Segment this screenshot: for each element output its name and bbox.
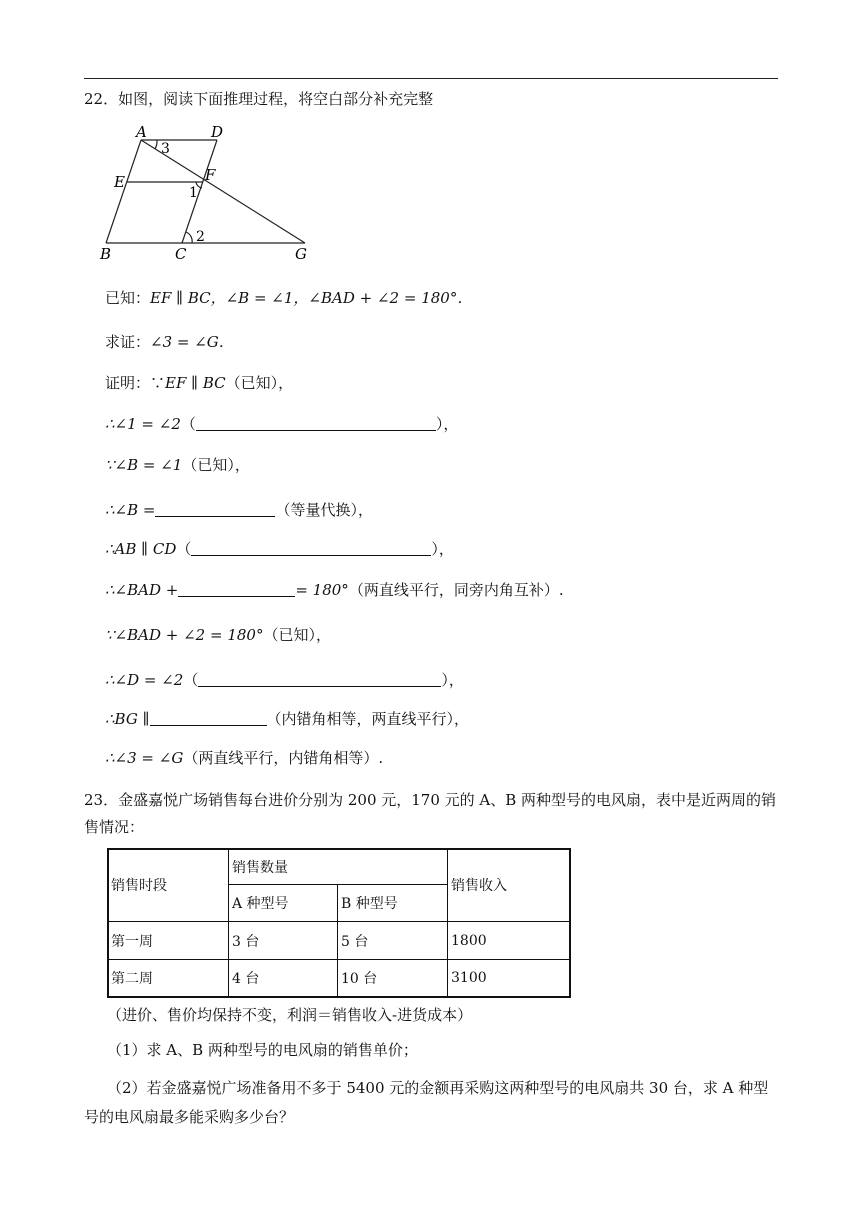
- q23-part-1: （1）求 A、B 两种型号的电风扇的销售单价；: [107, 1041, 418, 1059]
- step-7-math: ∴∠D = ∠2: [105, 671, 184, 689]
- step-9-math: ∴∠3 = ∠G: [105, 749, 184, 767]
- geometry-figure: [95, 120, 325, 265]
- step-1-math: ∴∠1 = ∠2: [105, 415, 181, 433]
- label-d: D: [211, 123, 224, 141]
- step-6: [105, 625, 331, 645]
- blank-5[interactable]: [198, 672, 441, 687]
- q22-title: 22．如图，阅读下面推理过程，将空白部分补充完整: [84, 90, 434, 108]
- label-angle-2: 2: [196, 229, 205, 245]
- step-2: [105, 455, 250, 475]
- angle-2-arc: [186, 232, 192, 243]
- cell-b: 10 台: [338, 960, 448, 997]
- step-1: [105, 414, 458, 434]
- q23-part-2-line-1: （2）若金盛嘉悦广场准备用不多于 5400 元的金额再采购这两种型号的电风扇共 30 台，求 A 种型: [107, 1079, 769, 1097]
- cell-period: 第一周: [108, 922, 229, 960]
- step-7-paren-open: （: [183, 671, 199, 689]
- header-type-b: B 种型号: [338, 885, 448, 922]
- prove-line: [105, 332, 234, 352]
- step-4-math: ∴AB ∥ CD: [105, 540, 177, 558]
- label-e: E: [114, 173, 125, 191]
- prove-math: ∠3 = ∠G．: [150, 333, 234, 351]
- table-row: [108, 922, 571, 960]
- step-1-paren-close: ），: [435, 415, 459, 433]
- given-line: [105, 288, 472, 308]
- step-4: [105, 539, 454, 559]
- label-angle-1: 1: [189, 185, 198, 201]
- step-1-paren-open: （: [180, 415, 196, 433]
- step-3-reason: （等量代换），: [275, 501, 373, 519]
- step-4-paren-open: （: [176, 540, 192, 558]
- step-5-math-b: = 180°: [295, 581, 349, 599]
- step-6-math: ∵∠BAD + ∠2 = 180°: [105, 626, 264, 644]
- header-period: 销售时段: [108, 849, 229, 922]
- angle-3-arc: [155, 140, 157, 149]
- q23-line-2: 售情况：: [84, 818, 145, 836]
- step-2-math: ∵∠B = ∠1: [105, 456, 183, 474]
- step-6-reason: （已知），: [263, 626, 331, 644]
- blank-1[interactable]: [196, 416, 436, 431]
- prove-label: 求证：: [105, 333, 151, 351]
- step-3-math: ∴∠B =: [105, 501, 156, 519]
- label-a: A: [136, 123, 147, 141]
- cell-a: 4 台: [229, 960, 338, 997]
- given-math: EF ∥ BC，∠B = ∠1，∠BAD + ∠2 = 180°．: [150, 289, 473, 307]
- step-8-reason: （内错角相等，两直线平行），: [266, 710, 470, 728]
- step-8-math: ∴BG ∥: [105, 710, 150, 728]
- segment-dc: [182, 140, 217, 243]
- blank-2[interactable]: [155, 502, 275, 517]
- proof-label: 证明：∵: [105, 374, 166, 392]
- cell-b: 5 台: [338, 922, 448, 960]
- header-income: 销售收入: [448, 849, 571, 922]
- segment-ab: [106, 140, 141, 243]
- cell-income: 1800: [448, 922, 571, 960]
- header-quantity: 销售数量: [229, 849, 448, 885]
- step-7: [105, 670, 464, 690]
- step-5: [105, 580, 564, 600]
- label-g: G: [295, 245, 307, 263]
- step-5-reason: （两直线平行，同旁内角互补）.: [348, 581, 564, 599]
- sales-table: [107, 848, 571, 997]
- label-angle-3: 3: [161, 141, 170, 157]
- header-type-a: A 种型号: [229, 885, 338, 922]
- q23-part-2-line-2: 号的电风扇最多能采购多少台？: [84, 1108, 295, 1126]
- step-3: [105, 500, 373, 520]
- cell-period: 第二周: [108, 960, 229, 997]
- blank-6[interactable]: [150, 711, 267, 726]
- proof-start: [105, 373, 293, 393]
- cell-income: 3100: [448, 960, 571, 997]
- step-9-reason: （两直线平行，内错角相等）.: [183, 749, 384, 767]
- step-7-paren-close: ），: [441, 671, 464, 689]
- blank-3[interactable]: [191, 541, 431, 556]
- blank-4[interactable]: [178, 582, 295, 597]
- step-4-paren-close: ），: [431, 540, 454, 558]
- label-f: F: [205, 166, 216, 184]
- table-row: [108, 960, 571, 997]
- given-label: 已知：: [105, 289, 151, 307]
- proof-start-math: EF ∥ BC: [165, 374, 226, 392]
- proof-start-reason: （已知），: [225, 374, 294, 392]
- q23-note: （进价、售价均保持不变，利润＝销售收入-进货成本）: [107, 1006, 473, 1024]
- label-b: B: [100, 245, 112, 263]
- step-9: [105, 748, 383, 768]
- q23-line-1: 23．金盛嘉悦广场销售每台进价分别为 200 元，170 元的 A、B 两种型号的电风扇，表中是近两周的销: [84, 791, 777, 809]
- step-5-math-a: ∴∠BAD +: [105, 581, 179, 599]
- header-rule: [84, 78, 778, 79]
- step-2-reason: （已知），: [182, 456, 250, 474]
- cell-a: 3 台: [229, 922, 338, 960]
- step-8: [105, 709, 469, 729]
- label-c: C: [175, 245, 187, 263]
